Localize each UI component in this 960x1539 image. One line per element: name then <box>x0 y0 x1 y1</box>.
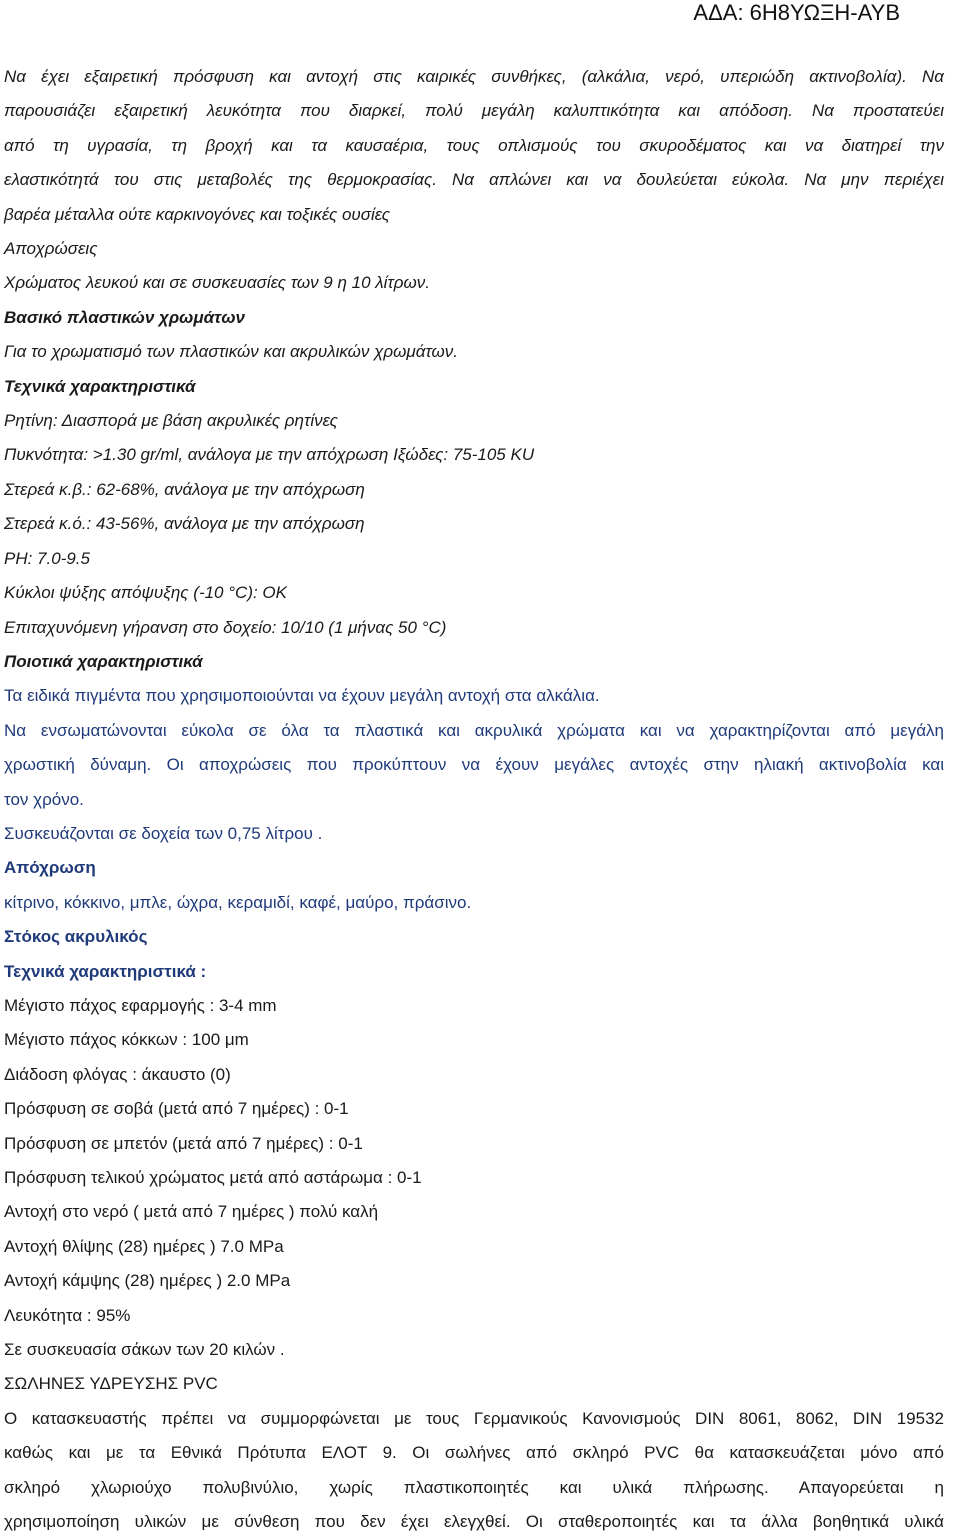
paragraph-line: καθώς και με τα Εθνικά Πρότυπα ΕΛΟΤ 9. Οι σωλήνες από σκληρό PVC θα κατασκευάζεται μόνο από <box>4 1443 944 1463</box>
paragraph-line: Συσκευάζονται σε δοχεία των 0,75 λίτρου . <box>4 823 323 843</box>
spec-line: Αντοχή κάμψης (28) ημέρες ) 2.0 MPa <box>4 1271 291 1291</box>
spec-line: Μέγιστο πάχος εφαρμογής : 3-4 mm <box>4 995 277 1015</box>
document-body <box>4 60 944 1539</box>
document-code: ΑΔΑ: 6Η8ΥΩΞΗ-ΑΥΒ <box>693 0 900 25</box>
spec-line: Πρόσφυση σε μπετόν (μετά από 7 ημέρες) : 0-1 <box>4 1133 363 1153</box>
spec-line: Λευκότητα : 95% <box>4 1305 131 1325</box>
spec-line: Πυκνότητα: >1.30 gr/ml, ανάλογα με την απόχρωση Ιξώδες: 75-105 KU <box>4 445 535 465</box>
paragraph-line: παρουσιάζει εξαιρετική λευκότητα που διαρκεί, πολύ μεγάλη καλυπτικότητα και απόδοση. Να προστατεύει <box>4 101 944 121</box>
paragraph-line: βαρέα μέταλλα ούτε καρκινογόνες και τοξικές ουσίες <box>4 204 391 224</box>
paragraph-line: κίτρινο, κόκκινο, μπλε, ώχρα, κεραμιδί, καφέ, μαύρο, πράσινο. <box>4 892 472 912</box>
spec-line: Επιταχυνόμενη γήρανση στο δοχείο: 10/10 (1 μήνας 50 °C) <box>4 617 447 637</box>
paragraph-line: τον χρόνο. <box>4 789 84 809</box>
spec-line: PH: 7.0-9.5 <box>4 548 90 568</box>
paragraph-line: Χρώματος λευκού και σε συσκευασίες των 9 η 10 λίτρων. <box>4 273 430 293</box>
section-heading-technical-2: Τεχνικά χαρακτηριστικά : <box>4 961 207 981</box>
spec-line: Πρόσφυση σε σοβά (μετά από 7 ημέρες) : 0-1 <box>4 1099 349 1119</box>
paragraph-line: ελαστικότητά του στις μεταβολές της θερμοκρασίας. Να απλώνει και να δουλεύεται εύκολα. Να μην περιέχει <box>4 170 944 190</box>
paragraph-line: Να ενσωματώνονται εύκολα σε όλα τα πλαστικά και ακρυλικά χρώματα και να χαρακτηρίζονται από μεγάλη <box>4 720 944 740</box>
paragraph-line: Για το χρωματισμό των πλαστικών και ακρυλικών χρωμάτων. <box>4 342 458 362</box>
paragraph-line: σκληρό χλωριούχο πολυβινύλιο, χωρίς πλαστικοποιητές και υλικά πλήρωσης. Απαγορεύεται η <box>4 1477 944 1497</box>
paragraph-line: από τη υγρασία, τη βροχή και τα καυσαέρια, τους οπλισμούς του σκυροδέματος και να διατηρεί την <box>4 135 944 155</box>
section-heading-acrylic-putty: Στόκος ακρυλικός <box>4 927 148 947</box>
paragraph-line: Τα ειδικά πιγμέντα που χρησιμοποιούνται να έχουν μεγάλη αντοχή στα αλκάλια. <box>4 686 600 706</box>
spec-line: Διάδοση φλόγας : άκαυστο (0) <box>4 1064 231 1084</box>
spec-line: Μέγιστο πάχος κόκκων : 100 μm <box>4 1030 249 1050</box>
section-heading-shades: Αποχρώσεις <box>4 239 98 259</box>
paragraph-line: χρησιμοποίηση υλικών με σύνθεση που δεν έχει ελεγχθεί. Οι σταθεροποιητές και τα άλλα βοηθητικά υλικά <box>4 1512 944 1532</box>
section-heading-technical: Τεχνικά χαρακτηριστικά <box>4 376 196 396</box>
section-heading-quality: Ποιοτικά χαρακτηριστικά <box>4 651 203 671</box>
spec-line: Ρητίνη: Διασπορά με βάση ακρυλικές ρητίνες <box>4 411 338 431</box>
section-heading-pvc-pipes: ΣΩΛΗΝΕΣ ΥΔΡΕΥΣΗΣ PVC <box>4 1374 218 1394</box>
paragraph-line: χρωστική δύναμη. Οι αποχρώσεις που προκύπτουν να έχουν μεγάλες αντοχές στην ηλιακή ακτινοβολία και <box>4 755 944 775</box>
spec-line: Αντοχή θλίψης (28) ημέρες ) 7.0 MPa <box>4 1236 284 1256</box>
spec-line: Αντοχή στο νερό ( μετά από 7 ημέρες ) πολύ καλή <box>4 1202 379 1222</box>
spec-line: Πρόσφυση τελικού χρώματος μετά από αστάρωμα : 0-1 <box>4 1168 422 1187</box>
section-heading-shade: Απόχρωση <box>4 858 96 878</box>
spec-line: Κύκλοι ψύξης απόψυξης (-10 °C): OK <box>4 583 287 603</box>
section-heading-plastic-base: Βασικό πλαστικών χρωμάτων <box>4 307 245 327</box>
spec-line: Σε συσκευασία σάκων των 20 κιλών . <box>4 1340 285 1360</box>
spec-line: Στερεά κ.ό.: 43-56%, ανάλογα με την απόχρωση <box>4 514 365 534</box>
paragraph-line: Ο κατασκευαστής πρέπει να συμμορφώνεται με τους Γερμανικούς Κανονισμούς DIN 8061, 8062, DIN 19532 <box>4 1408 944 1428</box>
paragraph-line: Να έχει εξαιρετική πρόσφυση και αντοχή στις καιρικές συνθήκες, (αλκάλια, νερό, υπεριώδη ακτινοβολία). Να <box>4 67 944 86</box>
spec-line: Στερεά κ.β.: 62-68%, ανάλογα με την απόχρωση <box>4 479 365 499</box>
